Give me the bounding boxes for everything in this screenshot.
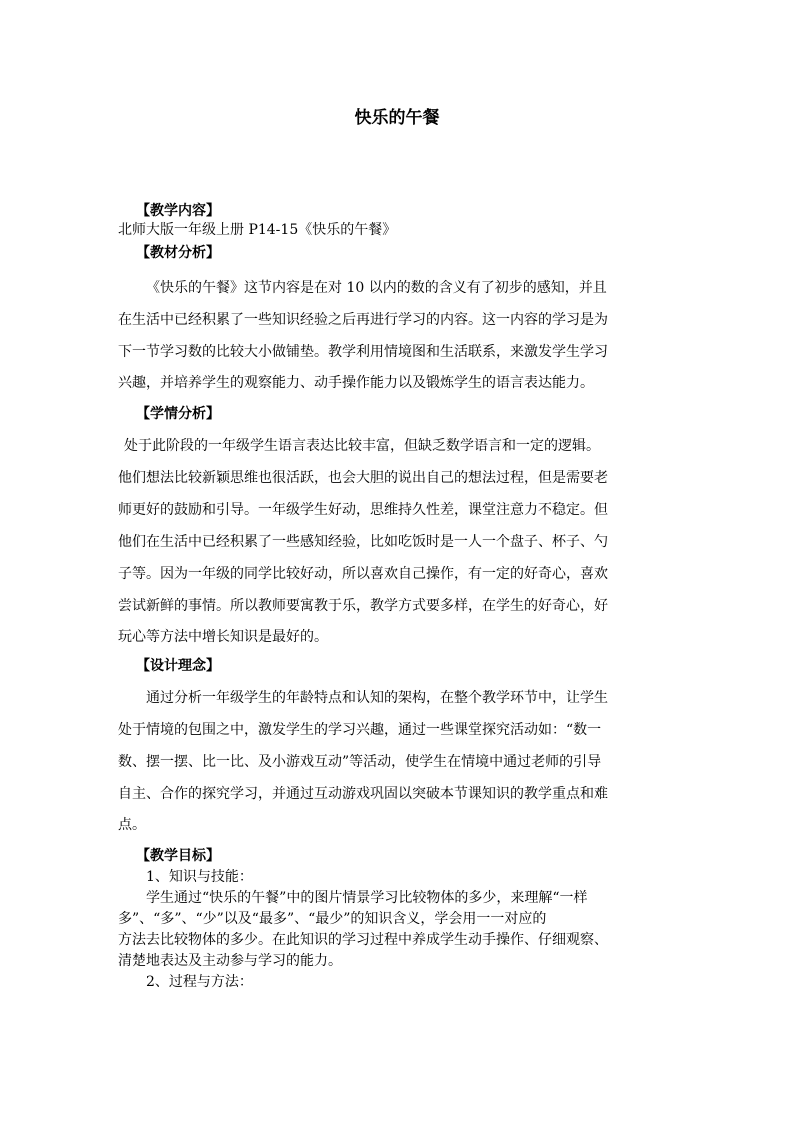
paragraph-line: 处于情境的包围之中，激发学生的学习兴趣，通过一些课堂探究活动如：“数一: [118, 722, 602, 738]
paragraph-line: 玩心等方法中增长知识是最好的。: [118, 629, 328, 645]
paragraph-line: 子等。因为一年级的同学比较好动，所以喜欢自己操作，有一定的好奇心，喜欢: [118, 566, 608, 582]
paragraph-line: 兴趣，并培养学生的观察能力、动手操作能力以及锻炼学生的语言表达能力。: [118, 375, 594, 391]
paragraph-line: 点。: [118, 817, 146, 833]
page-title: 快乐的午餐: [354, 108, 440, 128]
paragraph-line: 数、摆一摆、比一比、及小游戏互动”等活动，使学生在情境中通过老师的引导: [118, 754, 602, 770]
paragraph-line: 2、过程与方法：: [146, 974, 253, 990]
paragraph-line: 北师大版一年级上册 P14-15《快乐的午餐》: [118, 222, 397, 238]
section-heading-content: 【教学内容】: [136, 203, 220, 219]
paragraph-line: 他们在生活中已经积累了一些感知经验，比如吃饭时是一人一个盘子、杯子、勺: [118, 534, 608, 550]
paragraph-line: 下一节学习数的比较大小做铺垫。教学利用情境图和生活联系，来激发学生学习: [118, 344, 608, 360]
paragraph-line: 多”、“多”、“少”以及“最多”、“最少”的知识含义，学会用一一对应的: [118, 911, 547, 927]
paragraph-line: 处于此阶段的一年级学生语言表达比较丰富，但缺乏数学语言和一定的逻辑。: [124, 438, 600, 454]
paragraph-line: 学生通过“快乐的午餐”中的图片情景学习比较物体的多少，来理解“一样: [146, 890, 588, 906]
paragraph-line: 自主、合作的探究学习，并通过互动游戏巩固以突破本节课知识的教学重点和难: [118, 786, 608, 802]
paragraph-line: 《快乐的午餐》这节内容是在对 10 以内的数的含义有了初步的感知，并且: [146, 280, 607, 296]
section-heading-material: 【教材分析】: [136, 245, 220, 261]
paragraph-line: 师更好的鼓励和引导。一年级学生好动，思维持久性差，课堂注意力不稳定。但: [118, 502, 608, 518]
paragraph-line: 清楚地表达及主动参与学习的能力。: [118, 953, 342, 969]
section-heading-students: 【学情分析】: [136, 406, 220, 422]
section-heading-goals: 【教学目标】: [136, 848, 220, 864]
paragraph-line: 通过分析一年级学生的年龄特点和认知的架构，在整个教学环节中，让学生: [146, 690, 608, 706]
paragraph-line: 他们想法比较新颖思维也很活跃，也会大胆的说出自己的想法过程，但是需要老: [118, 470, 608, 486]
section-heading-design: 【设计理念】: [136, 658, 220, 674]
paragraph-line: 在生活中已经积累了一些知识经验之后再进行学习的内容。这一内容的学习是为: [118, 312, 608, 328]
paragraph-line: 方法去比较物体的多少。在此知识的学习过程中养成学生动手操作、仔细观察、: [118, 932, 608, 948]
paragraph-line: 尝试新鲜的事情。所以教师要寓教于乐，教学方式要多样，在学生的好奇心，好: [118, 598, 608, 614]
paragraph-line: 1、知识与技能：: [146, 869, 253, 885]
